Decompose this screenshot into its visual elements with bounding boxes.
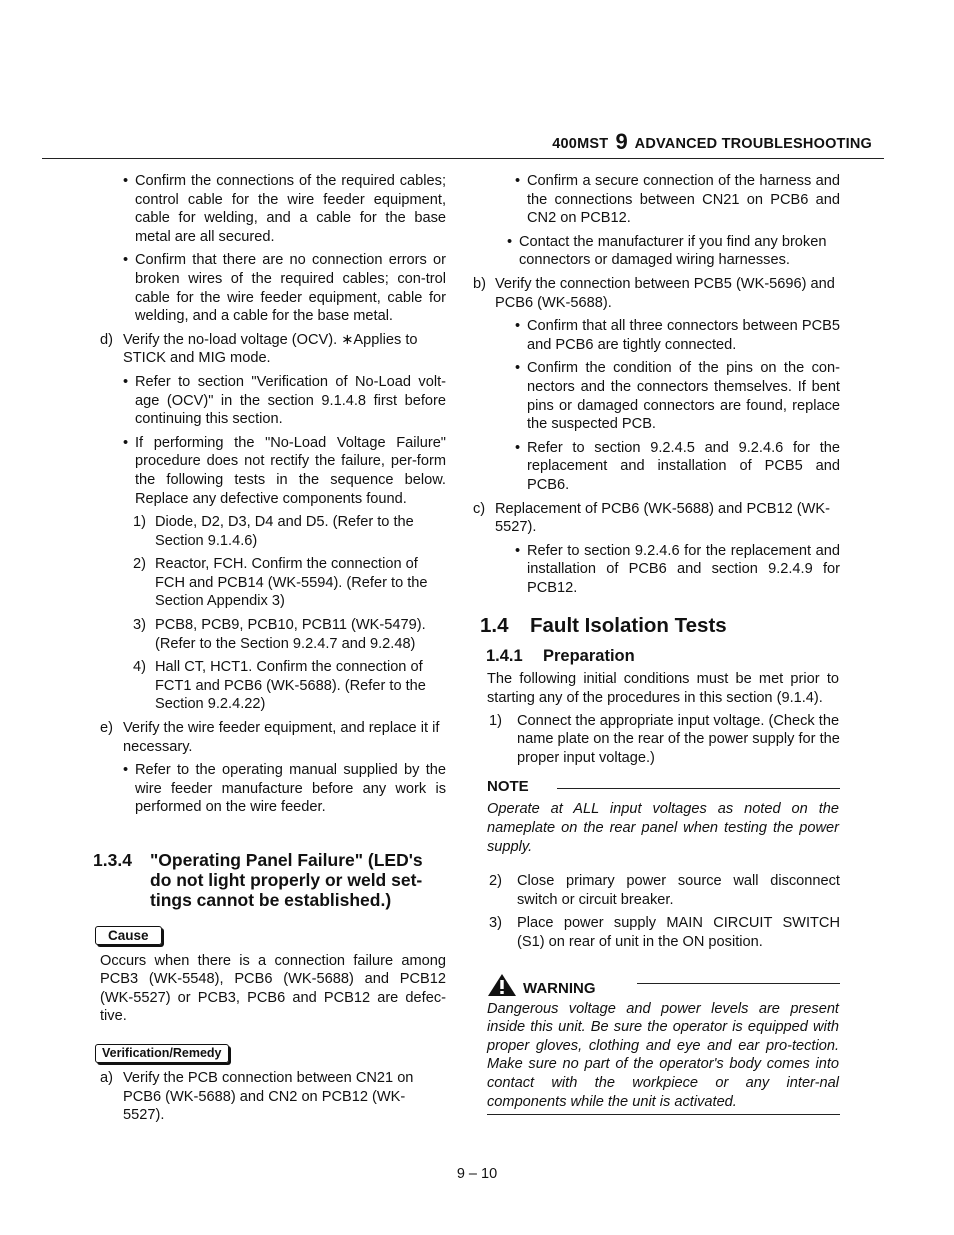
- note-label: NOTE: [487, 778, 529, 796]
- header-chapter-number: 9: [615, 129, 628, 154]
- warning-rule: [637, 983, 840, 984]
- step-e-text: Verify the wire feeder equipment, and replace it if necessary.: [123, 720, 440, 755]
- preparation-text: The following initial conditions must be met prior to starting any of the procedures in this section (9.1.4).: [487, 671, 839, 707]
- bullet-secure-harness: • Confirm a secure connection of the harness and the connections between CN21 on PCB6 and CN2 on PCB12.: [515, 172, 840, 228]
- bullet-refer-pcb6-pcb12: • Refer to section 9.2.4.6 for the replacement and installation of PCB6 and section 9.2.4.9 for PCB12.: [515, 542, 840, 598]
- bullet-confirm-no-errors: • Confirm that there are no connection errors or broken wires of the required cables; con-trol cable for the wire feeder equipment, cable for welding, and a cable for the base metal.: [123, 251, 446, 325]
- step-e-label: e): [100, 720, 113, 737]
- note-text: Operate at ALL input voltages as noted on the nameplate on the rear panel when testing the power supply.: [487, 801, 839, 855]
- test-item-1-text: Diode, D2, D3, D4 and D5. (Refer to the Section 9.1.4.6): [155, 514, 414, 549]
- header-model: 400MST: [552, 136, 609, 152]
- step-c-text: Replacement of PCB6 (WK-5688) and PCB12 (WK-5527).: [495, 500, 830, 536]
- section-1-4-heading: [480, 614, 860, 638]
- warning-text: Dangerous voltage and power levels are present inside this unit. Be sure the operator is equipped with proper gloves, clothing and eye and ear pro-tection. Make sure no part of the operator's body comes into contact with the workpiece or any inter-nal components while the unit is activated.: [487, 1000, 839, 1110]
- cause-label: Cause: [95, 926, 162, 945]
- section-1-4-1-title: Preparation: [543, 647, 635, 666]
- test-item-4-label: 4): [133, 659, 146, 676]
- step-a: [100, 1069, 446, 1125]
- bullet-pin-condition: • Confirm the condition of the pins on the con-nectors and the connectors themselves. If bent pins or damaged connectors are found, replace the suspected PCB.: [515, 359, 840, 433]
- section-1-4-1-heading: [486, 646, 860, 666]
- section-1-3-4-number: 1.3.4: [93, 850, 132, 870]
- section-1-3-4-heading: [93, 850, 446, 910]
- prep-step-2-label: 2): [489, 873, 502, 890]
- prep-step-3-label: 3): [489, 915, 502, 932]
- bullet-contact-manufacturer: • Contact the manufacturer if you find any broken connectors or damaged wiring harnesses.: [507, 233, 847, 270]
- warning-bottom-rule: [487, 1114, 840, 1115]
- section-1-4-title: Fault Isolation Tests: [530, 614, 727, 638]
- test-item-2-label: 2): [133, 556, 146, 573]
- prep-step-2: [487, 872, 840, 909]
- section-1-4-1-number: 1.4.1: [486, 647, 523, 666]
- cause-text: Occurs when there is a connection failure among PCB3 (WK-5548), PCB6 (WK-5688) and PCB12 (WK-5527) or PCB3, PCB6 and PCB12 are defec-tive.: [100, 952, 446, 1025]
- step-b-label: b): [473, 275, 486, 292]
- step-e: [100, 719, 446, 756]
- bullet-no-load-failure: • If performing the "No-Load Voltage Failure" procedure does not rectify the failure, per-form the following tests in the sequence below. Replace any defective components found.: [123, 434, 446, 508]
- test-item-1: [133, 513, 446, 550]
- step-d: [100, 331, 446, 368]
- warning-heading: [487, 973, 860, 998]
- prep-step-1: [487, 712, 860, 768]
- bullet-confirm-connections: • Confirm the connections of the required cables; control cable for the wire feeder equipment, cable for welding, and a cable for the base metal are all secured.: [123, 172, 446, 246]
- page-header: [42, 128, 884, 159]
- bullet-wire-feeder-manual: • Refer to the operating manual supplied by the wire feeder manufacture before any work is performed on the wire feeder.: [123, 761, 446, 817]
- test-item-2: [133, 555, 446, 611]
- header-title: [552, 129, 872, 154]
- step-d-label: d): [100, 331, 113, 348]
- header-chapter-title: ADVANCED TROUBLESHOOTING: [634, 136, 872, 152]
- prep-step-1-label: 1): [489, 712, 502, 729]
- step-b: [465, 275, 840, 312]
- left-column: [93, 172, 446, 1130]
- test-item-3: [133, 616, 446, 653]
- verification-remedy-label: Verification/Remedy: [95, 1044, 229, 1063]
- test-item-3-text: PCB8, PCB9, PCB10, PCB11 (WK-5479). (Refer to the Section 9.2.4.7 and 9.2.48): [155, 617, 426, 652]
- bullet-refer-pcb5-pcb6: • Refer to section 9.2.4.5 and 9.2.4.6 for the replacement and installation of PCB5 and PCB6.: [515, 439, 840, 495]
- step-c: [465, 500, 840, 537]
- step-a-label: a): [100, 1069, 113, 1086]
- bullet-three-connectors: • Confirm that all three connectors between PCB5 and PCB6 are tightly connected.: [515, 317, 840, 354]
- prep-step-2-text: Close primary power source wall disconnect switch or circuit breaker.: [517, 873, 840, 908]
- step-c-label: c): [473, 500, 486, 517]
- note-heading: [487, 778, 860, 796]
- step-d-text: Verify the no-load voltage (OCV). ∗Applies to STICK and MIG mode.: [123, 331, 418, 367]
- test-item-4: [133, 658, 446, 714]
- test-item-4-text: Hall CT, HCT1. Confirm the connection of FCT1 and PCB6 (WK-5688). (Refer to the Section 9.2.4.22): [155, 659, 426, 713]
- warning-triangle-icon: [487, 973, 517, 997]
- warning-label: WARNING: [523, 979, 596, 997]
- prep-step-3-text: Place power supply MAIN CIRCUIT SWITCH (S1) on rear of unit in the ON position.: [517, 915, 840, 950]
- prep-step-1-text: Connect the appropriate input voltage. (Check the name plate on the rear of the power supply for the proper input voltage.): [517, 712, 840, 766]
- step-a-text: Verify the PCB connection between CN21 on PCB6 (WK-5688) and CN2 on PCB12 (WK-5527).: [123, 1069, 414, 1124]
- page-number: 9 – 10: [456, 1166, 498, 1182]
- bullet-refer-ocv: • Refer to section "Verification of No-Load volt-age (OCV)" in the section 9.1.4.8 first before continuing this section.: [123, 373, 446, 429]
- section-1-4-number: 1.4: [480, 614, 509, 638]
- step-b-text: Verify the connection between PCB5 (WK-5696) and PCB6 (WK-5688).: [495, 275, 835, 311]
- note-rule: [557, 788, 840, 789]
- test-item-2-text: Reactor, FCH. Confirm the connection of FCH and PCB14 (WK-5594). (Refer to the Section Appendix 3): [155, 556, 428, 610]
- right-column: [473, 172, 860, 1115]
- prep-step-3: [487, 914, 840, 951]
- test-item-1-label: 1): [133, 514, 146, 531]
- section-1-3-4-title: "Operating Panel Failure" (LED's do not light properly or weld set-tings cannot be established.): [150, 850, 423, 910]
- test-item-3-label: 3): [133, 617, 146, 634]
